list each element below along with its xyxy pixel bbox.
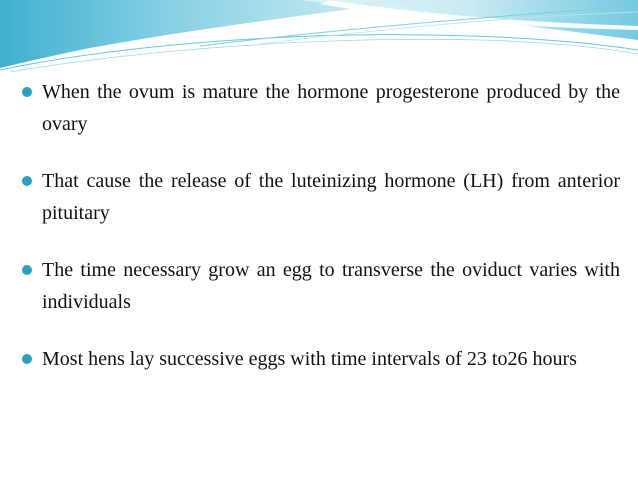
bullet-text: When the ovum is mature the hormone progesterone produced by the ovary [42,81,620,135]
bullet-dot-icon [22,354,32,364]
bullet-text: The time necessary grow an egg to transverse the oviduct varies with individuals [42,259,620,313]
header-wave-decoration [0,0,638,80]
bullet-text: Most hens lay successive eggs with time intervals of 23 to26 hours [42,348,577,370]
bullet-item [22,343,620,375]
bullet-dot-icon [22,265,32,275]
bullet-item [22,76,620,140]
bullet-text: That cause the release of the luteinizing hormone (LH) from anterior pituitary [42,170,620,224]
bullet-item [22,254,620,318]
bullet-item [22,165,620,229]
bullet-list [22,76,620,375]
bullet-dot-icon [22,87,32,97]
bullet-dot-icon [22,176,32,186]
